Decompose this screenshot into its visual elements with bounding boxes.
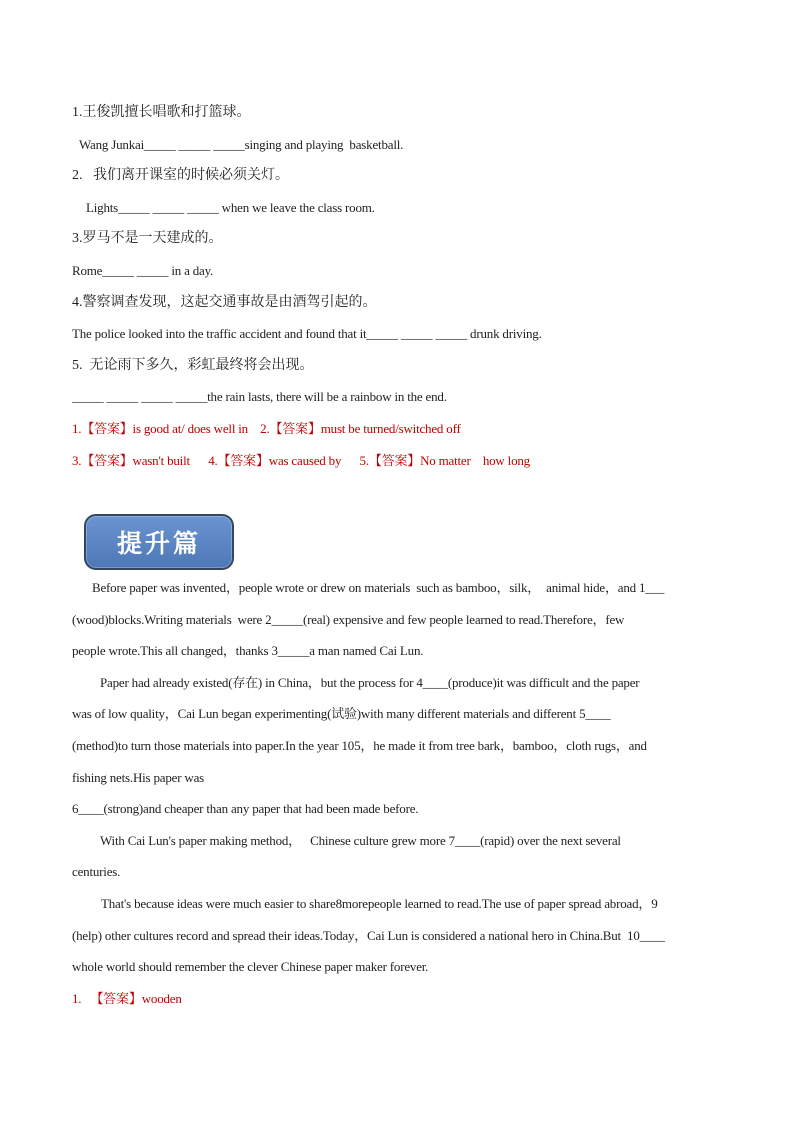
translation-prompt-3: 3.罗马不是一天建成的。 [72, 231, 223, 247]
translation-prompt-5: 5. 无论雨下多久，彩虹最终将会出现。 [72, 357, 314, 373]
translation-prompt-2: 2. 我们离开课室的时候必须关灯。 [72, 168, 289, 184]
section-banner [84, 514, 234, 570]
passage-line-13: whole world should remember the clever Chinese paper maker forever. [72, 959, 429, 975]
passage-line-11: That's because ideas were much easier to share8morepeople learned to read.The use of paper spread abroad，9 [101, 895, 658, 911]
passage-line-10: centuries. [72, 864, 121, 880]
passage-section [72, 572, 772, 1014]
translation-sentence-4: The police looked into the traffic accident and found that it_____ _____ _____ drunk driving. [72, 326, 542, 342]
translation-sentence-5: _____ _____ _____ _____the rain lasts, there will be a rainbow in the end. [72, 389, 447, 405]
passage-line-3: people wrote.This all changed，thanks 3_____a man named Cai Lun. [72, 643, 424, 659]
translation-sentence-3: Rome_____ _____ in a day. [72, 262, 214, 278]
passage-line-1: Before paper was invented，people wrote or drew on materials such as bamboo，silk， animal hide，and 1___ [92, 580, 665, 595]
banner-title: 提升篇 [116, 529, 201, 558]
passage-line-12: (help) other cultures record and spread their ideas.Today，Cai Lun is considered a national hero in China.But 10____ [72, 927, 665, 943]
passage-line-8: 6____(strong)and cheaper than any paper that had been made before. [72, 801, 419, 817]
translation-sentence-2: Lights_____ _____ _____ when we leave the class room. [86, 199, 375, 215]
passage-line-6: (method)to turn those materials into paper.In the year 105，he made it from tree bark，bamboo，cloth rugs，and [72, 737, 647, 753]
translation-section [72, 97, 772, 476]
passage-line-9: With Cai Lun's paper making method， Chinese culture grew more 7____(rapid) over the next several [100, 832, 621, 848]
translation-answer-line-2: 3.【答案】wasn't built 4.【答案】was caused by 5.【答案】No matter how long [72, 452, 530, 468]
translation-prompt-4: 4.警察调查发现，这起交通事故是由酒驾引起的。 [72, 294, 377, 310]
translation-sentence-1: Wang Junkai_____ _____ _____singing and playing basketball. [79, 136, 404, 152]
passage-answer-line: 1. 【答案】wooden [72, 990, 182, 1006]
passage-line-4: Paper had already existed(存在) in China，but the process for 4____(produce)it was difficult and the paper [100, 674, 640, 690]
passage-line-7: fishing nets.His paper was [72, 769, 204, 785]
passage-line-2: (wood)blocks.Writing materials were 2_____(real) expensive and few people learned to read.Therefore，few [72, 611, 625, 627]
translation-prompt-1: 1.王俊凯擅长唱歌和打篮球。 [72, 105, 251, 120]
translation-answer-line-1: 1.【答案】is good at/ does well in 2.【答案】must be turned/switched off [72, 420, 461, 436]
passage-line-5: was of low quality，Cai Lun began experimenting(试验)with many different materials and different 5____ [72, 706, 611, 722]
